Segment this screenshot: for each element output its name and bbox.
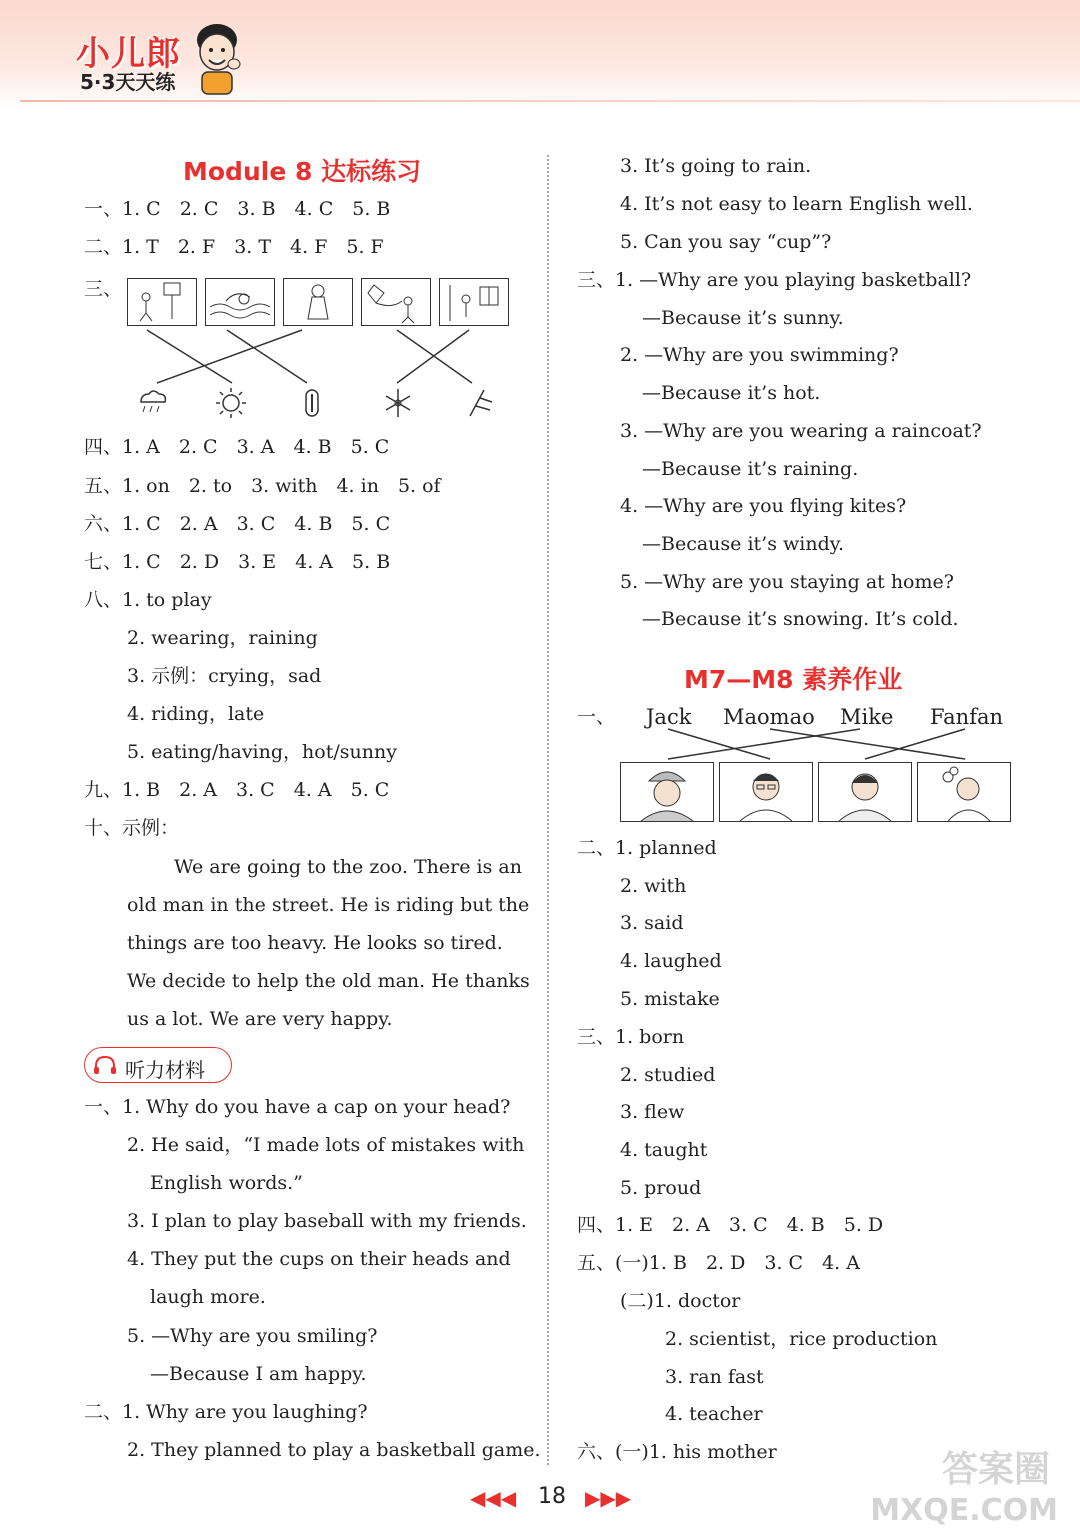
listening-line: —Because it’s raining. (642, 458, 859, 480)
snow-icon (381, 386, 415, 420)
brand-subtitle: 5·3天天练 (80, 70, 176, 94)
listening-line: 3. It’s going to rain. (620, 155, 812, 177)
brand-logo: 小儿郎 (76, 34, 181, 74)
mascot-icon (190, 18, 244, 98)
answer-row: 七、1. C 2. D 3. E 4. A 5. B (84, 551, 391, 573)
answer-row: 十、示例： (84, 817, 180, 839)
sun-icon (214, 386, 248, 420)
answer-row: 一、 (577, 706, 616, 728)
listening-line: 4. —Why are you flying kites? (620, 495, 907, 517)
answer-row: 八、1. to play (84, 589, 212, 611)
listening-line: —Because I am happy. (150, 1363, 367, 1385)
listening-line: —Because it’s snowing. It’s cold. (642, 608, 959, 630)
answer-row: 3. ran fast (665, 1366, 764, 1388)
essay-line: us a lot. We are very happy. (127, 1008, 393, 1030)
swimming-picture (205, 278, 275, 326)
name-label: Fanfan (930, 705, 1004, 729)
matching-pictures (127, 278, 517, 328)
thermometer-icon (295, 386, 329, 420)
listening-tag-label: 听力材料 (125, 1058, 205, 1082)
answer-row: 3. 示例：crying，sad (127, 665, 322, 687)
answer-row: 二、1. planned (577, 837, 717, 859)
answer-row: (二)1. doctor (620, 1290, 741, 1312)
answer-row: 五、(一)1. B 2. D 3. C 4. A (577, 1252, 860, 1274)
listening-line: 一、1. Why do you have a cap on your head? (84, 1096, 511, 1118)
listening-line: 4. They put the cups on their heads and (127, 1248, 511, 1270)
answer-row: 5. proud (620, 1177, 702, 1199)
portrait-man (818, 762, 912, 822)
answer-row: 三、1. born (577, 1026, 685, 1048)
listening-tag (84, 1047, 232, 1083)
listening-line: laugh more. (150, 1286, 266, 1308)
listening-line: 5. —Why are you staying at home? (620, 571, 954, 593)
name-label: Mike (840, 705, 894, 729)
answer-row: 一、1. C 2. C 3. B 4. C 5. B (84, 198, 391, 220)
listening-line: 二、1. Why are you laughing? (84, 1401, 368, 1423)
answer-row: 5. eating/having，hot/sunny (127, 741, 397, 763)
answer-row: 五、1. on 2. to 3. with 4. in 5. of (84, 475, 441, 497)
answer-row: 四、1. E 2. A 3. C 4. B 5. D (577, 1214, 884, 1236)
matching-lines (127, 328, 517, 388)
listening-line: 2. —Why are you swimming? (620, 344, 899, 366)
answer-row: 三、 (84, 278, 123, 300)
answer-row: 2. with (620, 875, 687, 897)
page-number: 18 (538, 1484, 566, 1509)
listening-line: —Because it’s hot. (642, 382, 821, 404)
answer-row: 2. wearing，raining (127, 627, 318, 649)
listening-line: 2. He said，“I made lots of mistakes with (127, 1134, 525, 1156)
listening-line: English words.” (150, 1172, 303, 1194)
portrait-with-cap (620, 762, 714, 822)
listening-line: 三、1. —Why are you playing basketball? (577, 269, 972, 291)
answer-row: 六、(一)1. his mother (577, 1441, 777, 1463)
answer-row: 4. laughed (620, 950, 722, 972)
answer-row: 二、1. T 2. F 3. T 4. F 5. F (84, 236, 384, 258)
answer-row: 2. scientist，rice production (665, 1328, 938, 1350)
home-picture (439, 278, 509, 326)
listening-line: 4. It’s not easy to learn English well. (620, 193, 973, 215)
previous-page-icon[interactable]: ◀◀◀ (470, 1486, 517, 1510)
answer-row: 4. teacher (665, 1403, 763, 1425)
listening-line: 3. I plan to play baseball with my friends. (127, 1210, 527, 1232)
listening-line: —Because it’s windy. (642, 533, 844, 555)
wind-icon (464, 386, 498, 420)
listening-line: 5. Can you say “cup”? (620, 231, 832, 253)
portrait-with-glasses (719, 762, 813, 822)
raincoat-picture (283, 278, 353, 326)
essay-line: old man in the street. He is riding but the (127, 894, 530, 916)
listening-line: 5. —Why are you smiling? (127, 1325, 378, 1347)
listening-line: 3. —Why are you wearing a raincoat? (620, 420, 982, 442)
name-label: Maomao (723, 705, 815, 729)
answer-row: 3. flew (620, 1101, 685, 1123)
headphones-icon (93, 1054, 117, 1076)
portrait-with-flowers (917, 762, 1011, 822)
listening-line: 2. They planned to play a basketball game. (127, 1439, 541, 1461)
answer-row: 3. said (620, 912, 684, 934)
answer-row: 4. taught (620, 1139, 708, 1161)
left-section-title: Module 8 达标练习 (183, 157, 422, 186)
listening-line: —Because it’s sunny. (642, 307, 844, 329)
rain-icon (135, 386, 169, 420)
answer-row: 2. studied (620, 1064, 716, 1086)
name-label: Jack (646, 705, 692, 729)
next-page-icon[interactable]: ▶▶▶ (585, 1486, 632, 1510)
watermark-logo: 答案圈 (941, 1449, 1050, 1490)
essay-line: We are going to the zoo. There is an (174, 856, 522, 878)
name-matching-lines (620, 727, 1012, 767)
right-section-title: M7—M8 素养作业 (684, 665, 903, 694)
answer-row: 四、1. A 2. C 3. A 4. B 5. C (84, 436, 390, 458)
kite-picture (361, 278, 431, 326)
watermark-url: MXQE.COM (870, 1493, 1058, 1528)
answer-row: 5. mistake (620, 988, 720, 1010)
answer-row: 九、1. B 2. A 3. C 4. A 5. C (84, 779, 390, 801)
essay-line: We decide to help the old man. He thanks (127, 970, 530, 992)
answer-row: 4. riding，late (127, 703, 265, 725)
essay-line: things are too heavy. He looks so tired. (127, 932, 503, 954)
answer-row: 六、1. C 2. A 3. C 4. B 5. C (84, 513, 391, 535)
basketball-picture (127, 278, 197, 326)
column-divider (547, 155, 549, 1465)
